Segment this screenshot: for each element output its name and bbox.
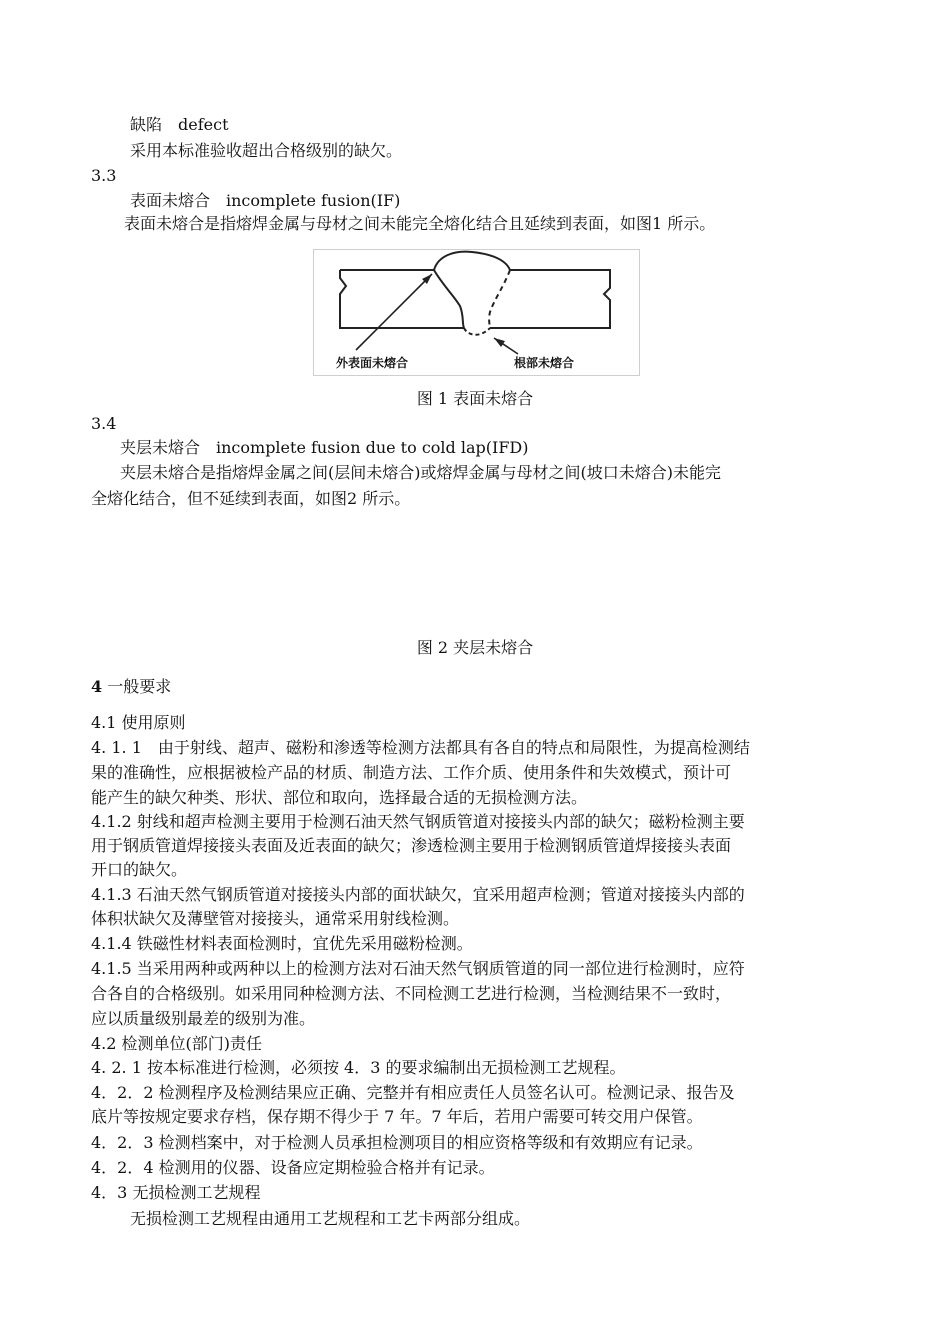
label-outer-surface-unfused: 外表面未熔合 xyxy=(336,356,409,370)
definition-cold-lap-line-2: 全熔化结合，但不延续到表面，如图2 所示。 xyxy=(91,489,411,508)
definition-defect: 采用本标准验收超出合格级别的缺欠。 xyxy=(130,141,403,160)
para-4-2-2-line-1: 4．2．2 检测程序及检测结果应正确、完整并有相应责任人员签名认可。检测记录、报告及 xyxy=(91,1083,735,1102)
section-4-number: 4 xyxy=(91,677,103,696)
para-4-1-3-line-1: 4.1.3 石油天然气钢质管道对接接头内部的面状缺欠，宜采用超声检测；管道对接接头内部的 xyxy=(91,885,745,904)
para-4-1-5-line-1: 4.1.5 当采用两种或两种以上的检测方法对石油天然气钢质管道的同一部位进行检测时，应符 xyxy=(91,959,745,978)
para-4-2-2-line-2: 底片等按规定要求存档，保存期不得少于 7 年。7 年后，若用户需要可转交用户保管。 xyxy=(91,1107,703,1126)
para-4-1-5-line-2: 合各自的合格级别。如采用同种检测方法、不同检测工艺进行检测，当检测结果不一致时， xyxy=(91,984,732,1003)
para-4-1-3-line-2: 体积状缺欠及薄壁管对接接头，通常采用射线检测。 xyxy=(91,909,460,928)
para-4-3: 无损检测工艺规程由通用工艺规程和工艺卡两部分组成。 xyxy=(130,1209,531,1228)
figure-1-caption: 图 1 表面未熔合 xyxy=(416,389,534,408)
para-4-2-1: 4. 2. 1 按本标准进行检测，必须按 4．3 的要求编制出无损检测工艺规程。 xyxy=(91,1058,626,1077)
para-4-1-1-line-1: 4. 1. 1 由于射线、超声、磁粉和渗透等检测方法都具有各自的特点和局限性，为提高检测结 xyxy=(91,738,750,757)
section-number-3-3: 3.3 xyxy=(91,166,117,185)
label-root-unfused: 根部未熔合 xyxy=(514,356,575,370)
figure-1-weld-diagram xyxy=(313,249,640,376)
para-4-1-4: 4.1.4 铁磁性材料表面检测时，宜优先采用磁粉检测。 xyxy=(91,934,473,953)
para-4-1-1-line-3: 能产生的缺欠种类、形状、部位和取向，选择最合适的无损检测方法。 xyxy=(91,788,588,807)
para-4-2-3: 4．2．3 检测档案中，对于检测人员承担检测项目的相应资格等级和有效期应有记录。 xyxy=(91,1133,703,1152)
term-cold-lap: 夹层未熔合 incomplete fusion due to cold lap(IFD) xyxy=(120,438,529,457)
section-4-3-heading: 4．3 无损检测工艺规程 xyxy=(91,1183,261,1202)
section-4-2-heading: 4.2 检测单位(部门)责任 xyxy=(91,1034,263,1053)
section-number-3-4: 3.4 xyxy=(91,414,117,433)
para-4-2-4: 4．2．4 检测用的仪器、设备应定期检验合格并有记录。 xyxy=(91,1158,495,1177)
definition-incomplete-fusion: 表面未熔合是指熔焊金属与母材之间未能完全熔化结合且延续到表面，如图1 所示。 xyxy=(124,214,716,233)
section-4-heading xyxy=(91,676,171,698)
figure-2-caption: 图 2 夹层未熔合 xyxy=(416,638,534,657)
term-defect: 缺陷 defect xyxy=(130,115,229,134)
para-4-1-2-line-2: 用于钢质管道焊接接头表面及近表面的缺欠；渗透检测主要用于检测钢质管道焊接接头表面 xyxy=(91,836,732,855)
section-4-1-heading: 4.1 使用原则 xyxy=(91,713,186,732)
para-4-1-2-line-1: 4.1.2 射线和超声检测主要用于检测石油天然气钢质管道对接接头内部的缺欠；磁粉检测主要 xyxy=(91,812,745,831)
weld-cross-section-drawing xyxy=(314,250,639,375)
para-4-1-2-line-3: 开口的缺欠。 xyxy=(91,860,188,879)
para-4-1-1-line-2: 果的准确性，应根据被检产品的材质、制造方法、工作介质、使用条件和失效模式，预计可 xyxy=(91,763,732,782)
term-incomplete-fusion: 表面未熔合 incomplete fusion(IF) xyxy=(130,191,401,210)
para-4-1-5-line-3: 应以质量级别最差的级别为准。 xyxy=(91,1009,316,1028)
section-4-title: 一般要求 xyxy=(107,677,172,696)
definition-cold-lap-line-1: 夹层未熔合是指熔焊金属之间(层间未熔合)或熔焊金属与母材之间(坡口未熔合)未能完 xyxy=(120,463,721,482)
